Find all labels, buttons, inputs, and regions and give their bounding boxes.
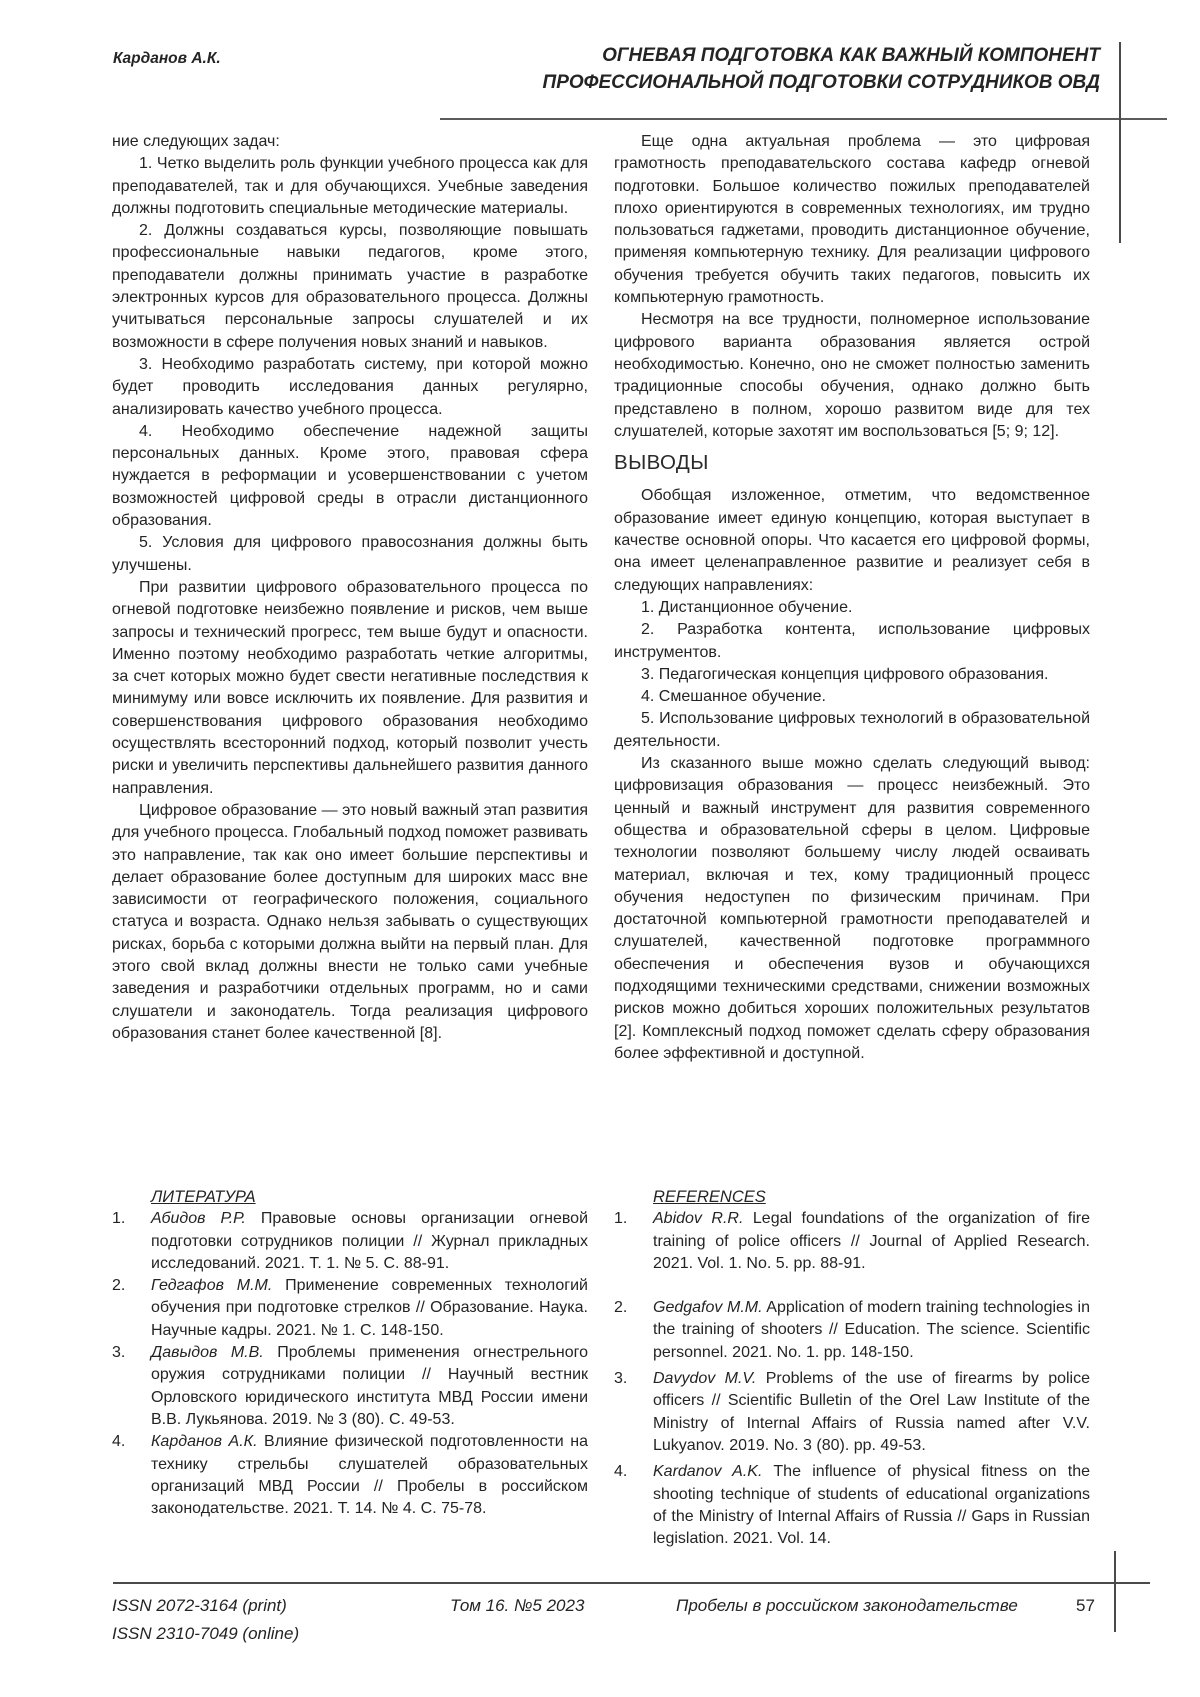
reference-text: Применение современных технологий обучения при подготовке стрелков // Образование. Наука. Научные кадры. 2021. № 1. С. 148-150. [151,1277,588,1339]
references-section [614,1186,1090,1554]
reference-author: Карданов А.К. [151,1433,258,1451]
paragraph: Цифровое образование — это новый важный этап развития для учебного процесса. Глобальный подход поможет развивать это направление, так как оно имеет большие перспективы и делает образование более доступным для широких масс вне зависимости от географического положения, социального статуса и возраста. Однако нельзя забывать о существующих рисках, борьба с которыми должна выйти на первый план. Для этого свой вклад должны внести не только сами учебные заведения и разработчики отдельных программ, но и сами слушатели и законодатель. Тогда реализация цифрового образования станет более качественной [8]. [112,801,588,1042]
reference-body [653,1461,1090,1550]
right-column-paragraphs-bottom [614,485,1090,1065]
reference-number: 2. [614,1299,628,1317]
issn-online: ISSN 2310-7049 (online) [112,1624,300,1643]
reference-author: Kardanov A.K. [653,1463,763,1481]
header-rule [440,118,1167,120]
paragraph: 3. Необходимо разработать систему, при которой можно будет проводить исследования данных регулярно, анализировать качество учебного процесса. [112,355,588,418]
reference-item [614,1297,1090,1364]
reference-item [112,1431,588,1520]
article-title: ОГНЕВАЯ ПОДГОТОВКА КАК ВАЖНЫЙ КОМПОНЕНТ ПРОФЕССИОНАЛЬНОЙ ПОДГОТОВКИ СОТРУДНИКОВ ОВД [542,45,1100,93]
paragraph: Обобщая изложенное, отметим, что ведомственное образование имеет единую концепцию, которая выступает в качестве основной опоры. Что касается его цифровой формы, она имеет целенаправленное развитие и реализует себя в следующих направлениях: [614,487,1090,594]
reference-item [614,1368,1090,1457]
header-author: Карданов А.К. [113,50,221,67]
reference-number: 1. [614,1210,628,1228]
reference-text: Legal foundations of the organization of fire training of police officers // Journal of Applied Research. 2021. Vol. 1. No. 5. pp. 88-91. [653,1210,1090,1272]
footer-rule [113,1582,1150,1584]
reference-text: Правовые основы организации огневой подготовки сотрудников полиции // Журнал прикладных исследований. 2021. Т. 1. № 5. С. 88-91. [151,1210,588,1272]
paragraph: Из сказанного выше можно сделать следующий вывод: цифровизация образования — процесс неизбежный. Это ценный и важный инструмент для развития современного общества и образовательной сферы в целом. Цифровые технологии позволяют большему числу людей осваивать материал, включая и тех, кому традиционный процесс обучения недоступен по физическим причинам. При достаточной компьютерной грамотности преподавателей и слушателей, качественной подготовке программного обеспечения и обеспечения вузов и обучающихся подходящими техническими средствами, снижении возможных рисков можно добиться хороших положительных результатов [2]. Комплексный подход поможет сделать сферу образования более эффективной и доступной. [614,755,1090,1062]
reference-text: Problems of the use of firearms by police officers // Scientific Bulletin of the Orel Law Institute of the Ministry of Internal Affairs of Russia named after V.V. Lukyanov. 2019. No. 3 (80). pp. 49-53. [653,1370,1091,1454]
reference-author: Абидов Р.Р. [151,1210,246,1228]
paragraph: 2. Разработка контента, использование цифровых инструментов. [614,621,1090,661]
paragraph: 5. Использование цифровых технологий в образовательной деятельности. [614,710,1090,750]
reference-body [151,1431,588,1520]
reference-body [151,1275,588,1342]
reference-author: Гедгафов М.М. [151,1277,273,1295]
left-column [112,131,588,1045]
reference-author: Davydov M.V. [653,1370,757,1388]
issn-print: ISSN 2072-3164 (print) [112,1596,287,1615]
paragraph: 4. Смешанное обучение. [641,688,826,706]
footer-vertical-line [1114,1551,1116,1632]
paragraph: 1. Дистанционное обучение. [641,598,853,616]
reference-body [151,1342,588,1431]
volume-info: Том 16. №5 2023 [450,1596,585,1615]
paragraph: 4. Необходимо обеспечение надежной защиты персональных данных. Кроме этого, правовая сфера нуждается в реформации и усовершенствовании с учетом возможностей цифровой среды в отрасли дистанционного образования. [112,422,588,530]
paragraph: 2. Должны создаваться курсы, позволяющие повышать профессиональные навыки педагогов, кроме этого, преподаватели должны принимать участие в разработке электронных курсов для образовательного процесса. Должны учитываться персональные запросы слушателей и их возможности в сфере получения новых знаний и навыков. [112,222,588,351]
right-column-paragraphs-top [614,131,1090,443]
reference-item [614,1461,1090,1550]
reference-author: Gedgafov M.M. [653,1299,763,1317]
literature-list [112,1208,588,1520]
reference-number: 4. [112,1433,126,1451]
references-heading: REFERENCES [653,1188,766,1206]
reference-author: Abidov R.R. [653,1210,744,1228]
references-list [614,1208,1090,1550]
conclusions-heading: ВЫВОДЫ [614,451,709,475]
reference-number: 3. [112,1344,126,1362]
header-vertical-line [1119,42,1121,243]
reference-body [653,1368,1090,1457]
reference-text: Влияние физической подготовленности на технику стрельбы слушателей образовательных организаций МВД России // Пробелы в российском законодательстве. 2021. Т. 14. № 4. С. 75-78. [151,1433,588,1518]
paragraph: 5. Условия для цифрового правосознания должны быть улучшены. [112,534,588,574]
reference-item [112,1342,588,1431]
right-column [614,131,1090,1065]
reference-number: 1. [112,1210,126,1228]
paragraph: Несмотря на все трудности, полномерное использование цифрового варианта образования является острой необходимостью. Конечно, оно не сможет полностью заменить традиционные способы обучения, однако должно быть представлено в полном, хорошо развитом виде для тех слушателей, которые захотят им воспользоваться [5; 9; 12]. [614,311,1090,440]
paragraph: Еще одна актуальная проблема — это цифровая грамотность преподавательского состава кафедр огневой подготовки. Большое количество пожилых преподавателей плохо ориентируются в современных технологиях, им трудно пользоваться гаджетами, проводить дистанционное обучение, применяя компьютерную технику. Для реализации цифрового обучения требуется обучить таких педагогов, повысить их компьютерную грамотность. [614,133,1090,307]
paragraph: 3. Педагогическая концепция цифрового образования. [641,665,1049,683]
journal-name: Пробелы в российском законодательстве [676,1596,1018,1615]
reference-item [112,1208,588,1275]
reference-text: Application of modern training technologies in the training of shooters // Education. The science. Scientific personnel. 2021. No. 1. pp. 148-150. [653,1299,1090,1361]
reference-item [112,1275,588,1342]
continuation-paragraph: ние следующих задач: [112,133,280,150]
reference-number: 3. [614,1370,628,1388]
paragraph: 1. Четко выделить роль функции учебного процесса как для преподавателей, так и для обучающихся. Учебные заведения должны подготовить специальные методические материалы. [112,155,588,217]
reference-body [151,1208,588,1275]
left-column-paragraphs [112,153,588,1045]
reference-item [614,1208,1090,1275]
page-number: 57 [1076,1596,1095,1615]
reference-text: Проблемы применения огнестрельного оружия сотрудниками полиции // Научный вестник Орловского юридического института МВД России имени В.В. Лукьянова. 2019. № 3 (80). С. 49-53. [151,1344,588,1428]
reference-number: 4. [614,1463,628,1481]
reference-number: 2. [112,1277,126,1295]
reference-body [653,1297,1090,1364]
literature-heading: ЛИТЕРАТУРА [151,1188,256,1206]
reference-body [653,1208,1090,1275]
paragraph: При развитии цифрового образовательного процесса по огневой подготовке неизбежно появление и рисков, чем выше запросы и технический прогресс, тем выше будут и опасности. Именно поэтому необходимо разработать четкие алгоритмы, за счет которых можно будет свести негативные последствия к минимуму или вовсе исключить их появление. Для развития и совершенствования цифрового образования необходимо осуществлять всесторонний подход, который позволит учесть риски и увеличить перспективы дальнейшего развития данного направления. [112,578,588,797]
reference-text: The influence of physical fitness on the shooting technique of students of educational organizations of the Ministry of Internal Affairs of Russia // Gaps in Russian legislation. 2021. Vol. 14. [653,1463,1091,1548]
reference-author: Давыдов М.В. [151,1344,264,1362]
literature-section [112,1186,588,1520]
